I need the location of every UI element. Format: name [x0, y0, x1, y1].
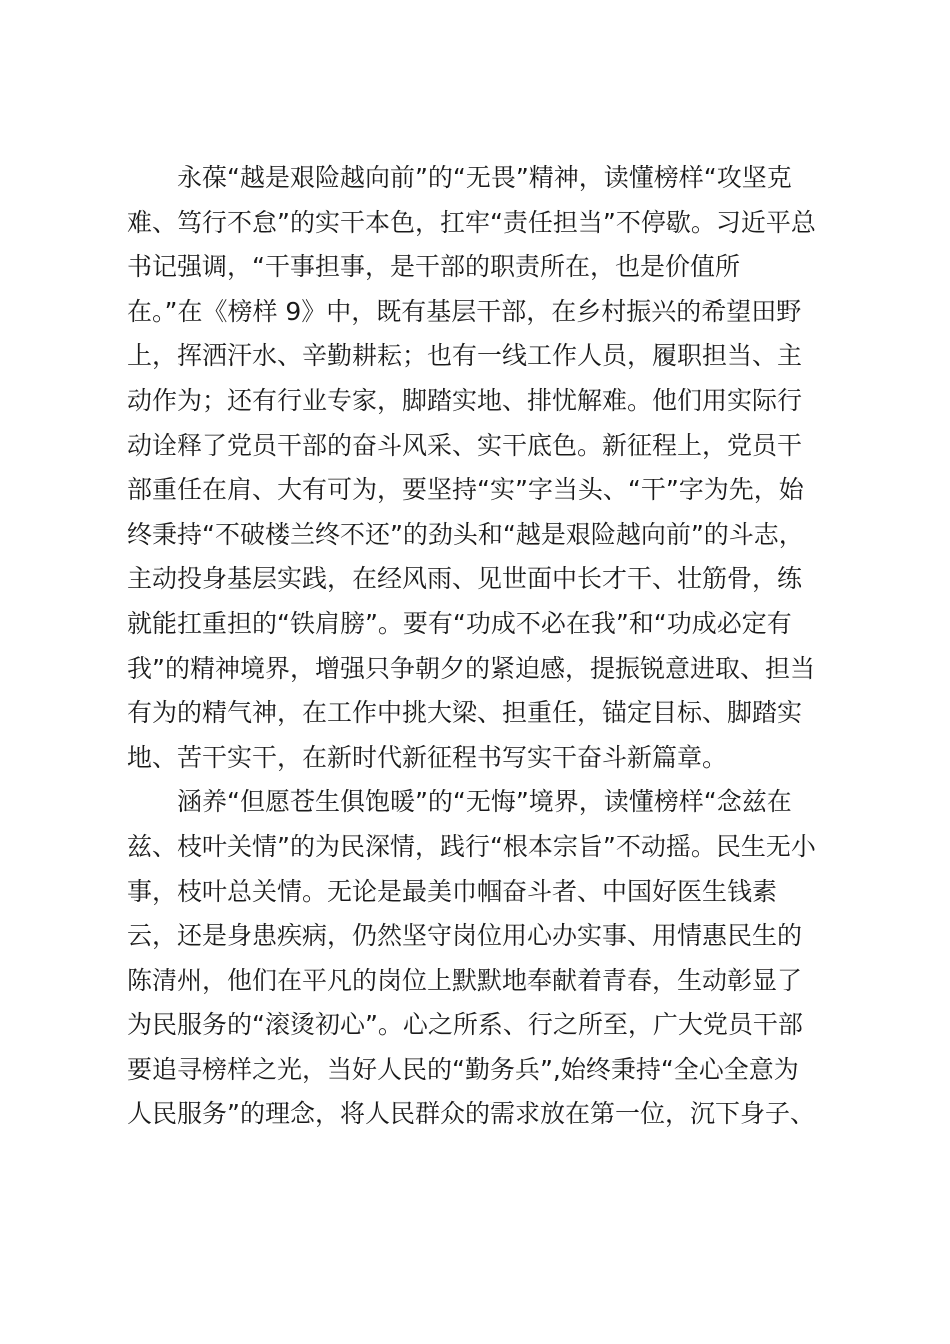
text-line: 动诠释了党员干部的奋斗风采、实干底色。新征程上，党员干: [127, 430, 803, 460]
text-line: 人民服务”的理念，将人民群众的需求放在第一位，沉下身子、: [127, 1099, 815, 1129]
paragraph-1: [127, 156, 827, 780]
text-line: 地、苦干实干，在新时代新征程书写实干奋斗新篇章。: [127, 742, 728, 772]
text-line: 永葆“越是艰险越向前”的“无畏”精神，读懂榜样“攻坚克: [177, 163, 792, 192]
text-line: 终秉持“不破楼兰终不还”的劲头和“越是艰险越向前”的斗志，: [127, 519, 804, 549]
text-line: 主动投身基层实践，在经风雨、见世面中长才干、壮筋骨，练: [127, 564, 803, 594]
body-text: [127, 156, 827, 1137]
text-line: 兹、枝叶关情”的为民深情，践行“根本宗旨”不动摇。民生无小: [127, 831, 816, 861]
text-line: 有为的精气神，在工作中挑大梁、担重任，锚定目标、脚踏实: [127, 698, 803, 728]
text-line: 书记强调，“干事担事，是干部的职责所在，也是价值所: [127, 252, 740, 282]
text-line: 云，还是身患疾病，仍然坚守岗位用心办实事、用情惠民生的: [127, 921, 803, 951]
text-line: 在。”在《榜样 9》中，既有基层干部，在乡村振兴的希望田野: [127, 296, 802, 326]
text-line: 涵养“但愿苍生俱饱暖”的“无悔”境界，读懂榜样“念兹在: [177, 787, 792, 817]
text-line: 事，枝叶总关情。无论是最美巾帼奋斗者、中国好医生钱素: [127, 876, 778, 906]
text-line: 陈清州，他们在平凡的岗位上默默地奉献着青春，生动彰显了: [127, 965, 803, 995]
text-line: 上，挥洒汗水、辛勤耕耘；也有一线工作人员，履职担当、主: [127, 341, 803, 371]
text-line: 难、笃行不怠”的实干本色，扛牢“责任担当”不停歇。习近平总: [127, 207, 816, 237]
text-line: 动作为；还有行业专家，脚踏实地、排忧解难。他们用实际行: [127, 385, 803, 415]
text-line: 我”的精神境界，增强只争朝夕的紧迫感，提振锐意进取、担当: [127, 653, 815, 683]
text-line: 为民服务的“滚烫初心”。心之所系、行之所至，广大党员干部: [127, 1010, 803, 1040]
text-line: 就能扛重担的“铁肩膀”。要有“功成不必在我”和“功成必定有: [127, 608, 792, 638]
text-line: 部重任在肩、大有可为，要坚持“实”字当头、“干”字为先，始: [127, 475, 804, 505]
paragraph-2: [127, 780, 827, 1137]
text-line: 要追寻榜样之光，当好人民的“勤务兵”,始终秉持“全心全意为: [127, 1054, 799, 1084]
